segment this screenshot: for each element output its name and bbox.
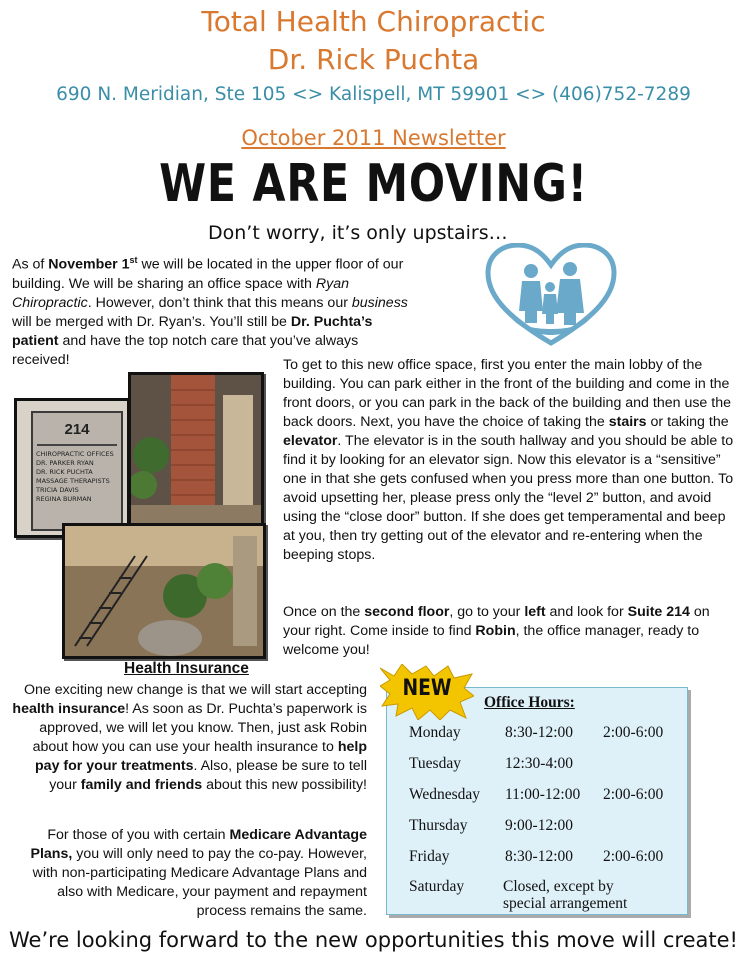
hours-am: 8:30-12:00 [505, 724, 574, 741]
office-hours-box [386, 687, 688, 915]
office-hours-title: Office Hours: [484, 694, 575, 711]
hours-day: Tuesday [409, 755, 461, 772]
newsletter-issue: October 2011 Newsletter [241, 126, 506, 150]
sign-line: MASSAGE THERAPISTS [36, 477, 110, 485]
hours-pm: 2:00-6:00 [603, 724, 664, 741]
sign-line: DR. PARKER RYAN [36, 459, 94, 467]
hours-pm: 2:00-6:00 [603, 786, 664, 803]
hours-pm: special arrangement [503, 895, 628, 912]
hours-day: Saturday [409, 878, 465, 895]
lobby-stairs-photo [62, 523, 266, 659]
hours-am: 12:30-4:00 [505, 755, 574, 772]
sign-line: CHIROPRACTIC OFFICES [36, 450, 114, 458]
hours-day: Friday [409, 848, 450, 865]
suite-sign-photo [14, 398, 130, 538]
footer-message: We’re looking forward to the new opportunities this move will create! [9, 928, 738, 952]
family-heart-icon [484, 243, 618, 347]
lobby-brick-photo [128, 372, 264, 528]
hours-am: Closed, except by [503, 878, 614, 895]
intro-paragraph: As of November 1st we will be located in the upper floor of our building. We will be sharing an office space with Ryan Chiropractic. However, don’t think that this means our business will be merged with Dr. Ryan’s. You’ll still be Dr. Puchta’s patient and have the top notch care that you’ve always received! [12, 255, 408, 368]
directions-paragraph: To get to this new office space, first you enter the main lobby of the building. You can park either in the front of the building and come in the front doors, or you can park in the back of the building and then use the back doors. Next, you have the choice of taking the stairs or taking the elevator. The elevator is in the south hallway and you should be able to find it by looking for an elevator sign. Now this elevator is a “sensitive” one in that she gets confused when you press more than one button. To avoid upsetting her, please press only the “level 2” button, and avoid using the “close door” button. If she does get temperamental and beep at you, then try getting out of the elevator and re-entering when the beeping stops. [283, 357, 734, 563]
subheadline: Don’t worry, it’s only upstairs… [208, 222, 508, 244]
address-line: 690 N. Meridian, Ste 105 <> Kalispell, MT 59901 <> (406)752-7289 [56, 84, 691, 105]
hours-am: 11:00-12:00 [505, 786, 581, 803]
hours-am: 9:00-12:00 [505, 817, 574, 834]
hours-am: 8:30-12:00 [505, 848, 574, 865]
practice-name: Total Health Chiropractic [201, 5, 546, 38]
sign-line: REGINA BURMAN [36, 495, 92, 503]
new-badge-label: NEW [402, 676, 452, 701]
headline: WE ARE MOVING! [159, 154, 588, 214]
arrival-paragraph: Once on the second floor, go to your left and look for Suite 214 on your right. Come inside to find Robin, the office manager, ready to welcome you! [283, 604, 710, 658]
hours-day: Monday [409, 724, 461, 741]
health-insurance-heading: Health Insurance [124, 660, 249, 677]
doctor-name: Dr. Rick Puchta [267, 43, 480, 76]
new-badge [380, 664, 474, 720]
hours-pm: 2:00-6:00 [603, 848, 664, 865]
sign-line: TRICIA DAVIS [36, 486, 79, 494]
sign-number: 214 [64, 421, 90, 438]
hours-day: Thursday [409, 817, 468, 834]
health-insurance-paragraph: One exciting new change is that we will start accepting health insurance! As soon as Dr. Puchta’s paperwork is approved, we will let you know. Then, just ask Robin about how you can use your health insurance to help pay for your treatments. Also, please be sure to tell your family and friends about this new possibility! [12, 682, 367, 793]
hours-day: Wednesday [409, 786, 481, 803]
medicare-paragraph: For those of you with certain Medicare Advantage Plans, you will only need to pay the co-pay. However, with non-participating Medicare Advantage Plans and also with Medicare, your payment and repayment process remains the same. [30, 827, 367, 919]
sign-line: DR. RICK PUCHTA [36, 468, 93, 476]
